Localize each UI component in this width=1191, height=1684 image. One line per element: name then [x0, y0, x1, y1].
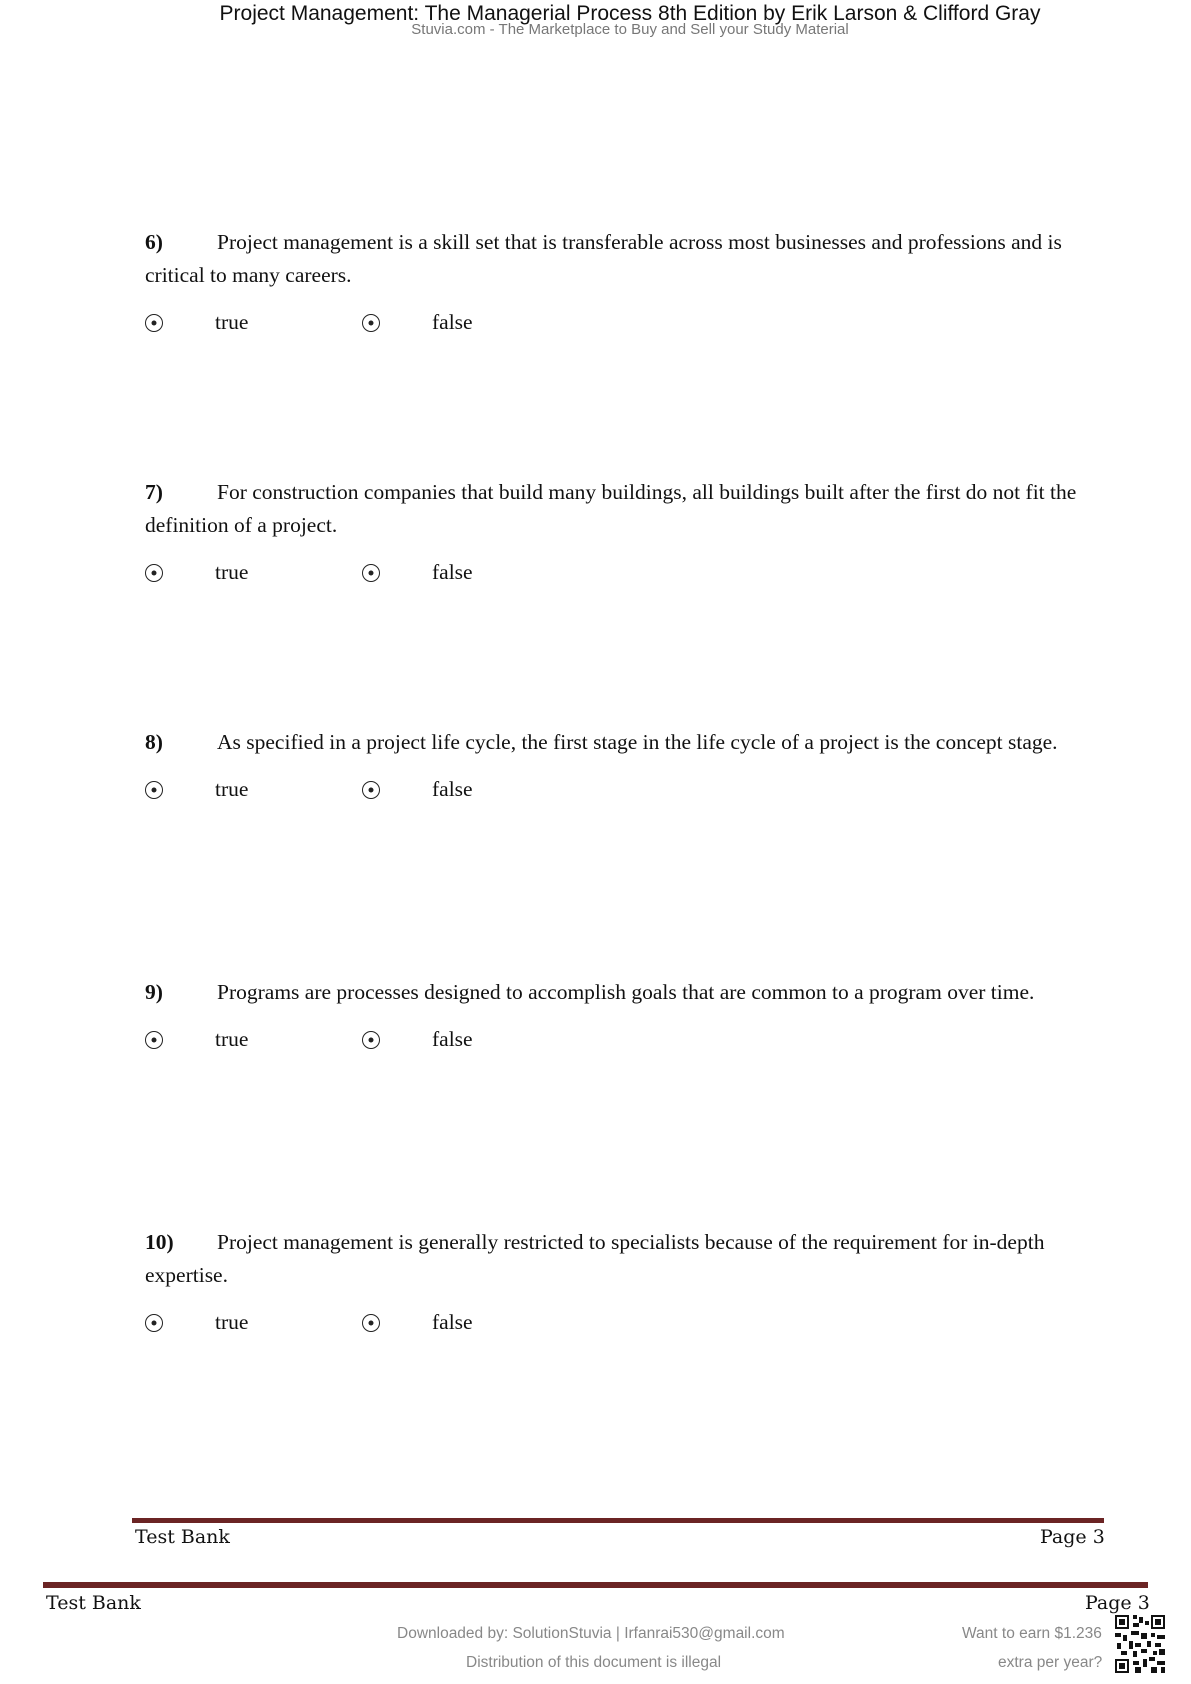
- radio-icon[interactable]: [145, 1031, 163, 1049]
- question-10: [145, 1226, 1095, 1344]
- answer-options: [145, 310, 1095, 344]
- radio-icon[interactable]: [145, 781, 163, 799]
- distribution-notice: Distribution of this document is illegal: [466, 1654, 722, 1671]
- question-number: 10): [145, 1230, 174, 1254]
- option-false[interactable]: false: [362, 1310, 473, 1335]
- question-number: 7): [145, 480, 163, 504]
- radio-icon[interactable]: [145, 314, 163, 332]
- question-text: As specified in a project life cycle, the first stage in the life cycle of a project is the concept stage.: [217, 730, 1058, 754]
- question-9: [145, 976, 1095, 1061]
- footer-outer-page: Page 3: [1085, 1592, 1150, 1614]
- qr-code-icon[interactable]: [1115, 1615, 1165, 1673]
- question-7: [145, 476, 1095, 594]
- radio-icon[interactable]: [362, 781, 380, 799]
- earn-promo[interactable]: Want to earn $1.236: [962, 1625, 1102, 1642]
- option-false[interactable]: false: [362, 310, 473, 335]
- question-text: Project management is a skill set that is transferable across most businesses and professions and is critical to many careers.: [145, 230, 1062, 287]
- answer-options: [145, 560, 1095, 594]
- earn-promo-line2[interactable]: extra per year?: [998, 1654, 1103, 1671]
- footer-outer-left: Test Bank: [46, 1592, 141, 1614]
- radio-icon[interactable]: [362, 1031, 380, 1049]
- question-number: 6): [145, 230, 163, 254]
- radio-icon[interactable]: [362, 564, 380, 582]
- question-text: Project management is generally restricted to specialists because of the requirement for in-depth expertise.: [145, 1230, 1045, 1287]
- answer-options: [145, 1310, 1095, 1344]
- radio-icon[interactable]: [362, 314, 380, 332]
- option-false[interactable]: false: [362, 1027, 473, 1052]
- question-number: 8): [145, 730, 163, 754]
- radio-icon[interactable]: [145, 1314, 163, 1332]
- question-8: [145, 726, 1095, 811]
- question-text: Programs are processes designed to accomplish goals that are common to a program over time.: [217, 980, 1035, 1004]
- option-true[interactable]: true: [145, 560, 248, 585]
- option-true[interactable]: true: [145, 310, 248, 335]
- option-true[interactable]: true: [145, 777, 248, 802]
- footer-rule-outer: [43, 1582, 1148, 1588]
- answer-options: [145, 1027, 1095, 1061]
- watermark-subtitle: Stuvia.com - The Marketplace to Buy and Sell your Study Material: [411, 21, 849, 38]
- radio-icon[interactable]: [145, 564, 163, 582]
- question-text: For construction companies that build many buildings, all buildings built after the first do not fit the definition of a project.: [145, 480, 1077, 537]
- footer-inner-page: Page 3: [1040, 1526, 1105, 1548]
- question-number: 9): [145, 980, 163, 1004]
- option-false[interactable]: false: [362, 560, 473, 585]
- option-false[interactable]: false: [362, 777, 473, 802]
- answer-options: [145, 777, 1095, 811]
- option-true[interactable]: true: [145, 1027, 248, 1052]
- footer-rule-inner: [132, 1518, 1104, 1523]
- option-true[interactable]: true: [145, 1310, 248, 1335]
- document-header-title: Project Management: The Managerial Process 8th Edition by Erik Larson & Clifford Gray: [219, 2, 1041, 25]
- download-info: Downloaded by: SolutionStuvia | Irfanrai530@gmail.com: [397, 1625, 785, 1642]
- question-6: [145, 226, 1095, 344]
- radio-icon[interactable]: [362, 1314, 380, 1332]
- footer-inner-left: Test Bank: [135, 1526, 230, 1548]
